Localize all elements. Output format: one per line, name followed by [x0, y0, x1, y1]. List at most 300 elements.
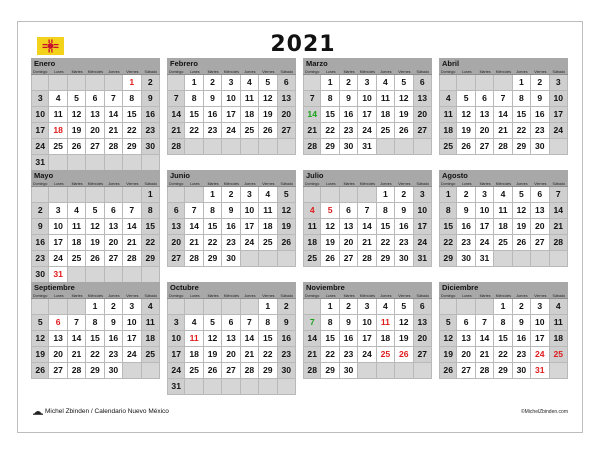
- day-cell: 28: [494, 139, 512, 155]
- empty-cell: [31, 75, 49, 91]
- day-cell: 1: [86, 299, 104, 315]
- weekday-label: Miércoles: [359, 70, 376, 74]
- day-cell: 15: [377, 219, 395, 235]
- day-cell: 4: [550, 299, 568, 315]
- day-cell: 28: [167, 139, 185, 155]
- day-cell: 28: [105, 139, 123, 155]
- empty-cell: [86, 267, 104, 283]
- day-cell: 1: [321, 299, 339, 315]
- weekday-label: Domingo: [441, 70, 456, 74]
- day-cell: 27: [167, 251, 185, 267]
- empty-cell: [123, 187, 141, 203]
- day-cell: 30: [222, 251, 240, 267]
- day-cell: 1: [321, 75, 339, 91]
- day-cell: 11: [439, 107, 457, 123]
- day-cell: 17: [31, 123, 49, 139]
- day-cell: 27: [278, 123, 296, 139]
- empty-cell: [68, 267, 86, 283]
- day-cell: 14: [185, 219, 203, 235]
- weekday-label: Martes: [343, 182, 355, 186]
- weekday-label: Jueves: [108, 70, 120, 74]
- day-cell: 21: [123, 235, 141, 251]
- day-cell: 14: [167, 107, 185, 123]
- weekday-label: Miércoles: [87, 70, 104, 74]
- day-cell: 19: [321, 235, 339, 251]
- day-cell: 24: [241, 235, 259, 251]
- day-cell: 11: [377, 315, 395, 331]
- day-cell: 22: [86, 347, 104, 363]
- day-cell: 20: [105, 235, 123, 251]
- day-cell: 13: [340, 219, 358, 235]
- day-cell: 7: [303, 91, 321, 107]
- day-cell: 29: [494, 363, 512, 379]
- day-cell: 17: [241, 219, 259, 235]
- day-cell: 14: [123, 219, 141, 235]
- day-cell: 13: [86, 107, 104, 123]
- day-cell: 20: [222, 347, 240, 363]
- day-cell: 22: [513, 123, 531, 139]
- empty-cell: [68, 299, 86, 315]
- day-cell: 22: [142, 235, 160, 251]
- day-cell: 27: [414, 123, 432, 139]
- day-grid: [167, 299, 296, 395]
- weekday-label: Miércoles: [495, 182, 512, 186]
- day-cell: 19: [439, 347, 457, 363]
- day-cell: 16: [340, 107, 358, 123]
- day-cell: 12: [278, 203, 296, 219]
- day-cell: 2: [395, 187, 413, 203]
- day-cell: 26: [259, 123, 277, 139]
- empty-cell: [395, 139, 413, 155]
- day-cell: 30: [531, 139, 549, 155]
- weekday-label: Viernes: [398, 294, 411, 298]
- month-abril: [439, 58, 568, 155]
- day-cell: 28: [303, 139, 321, 155]
- day-cell: 17: [222, 107, 240, 123]
- day-cell: 20: [414, 331, 432, 347]
- day-cell: 18: [377, 107, 395, 123]
- day-cell: 21: [476, 347, 494, 363]
- day-cell: 23: [31, 251, 49, 267]
- day-cell: 11: [185, 331, 203, 347]
- day-cell: 5: [321, 203, 339, 219]
- empty-cell: [185, 379, 203, 395]
- day-cell: 15: [185, 107, 203, 123]
- day-cell: 3: [476, 187, 494, 203]
- day-cell: 23: [278, 347, 296, 363]
- day-cell: 4: [259, 187, 277, 203]
- day-cell: 2: [278, 299, 296, 315]
- empty-cell: [185, 187, 203, 203]
- weekday-label: Sábado: [416, 294, 429, 298]
- empty-cell: [142, 267, 160, 283]
- empty-cell: [303, 75, 321, 91]
- empty-cell: [204, 139, 222, 155]
- weekday-label: Viernes: [534, 294, 547, 298]
- day-cell: 15: [259, 331, 277, 347]
- weekday-label: Martes: [207, 70, 219, 74]
- day-cell: 11: [142, 315, 160, 331]
- day-grid: [167, 187, 296, 267]
- day-cell: 1: [185, 75, 203, 91]
- weekday-label: Martes: [343, 70, 355, 74]
- day-cell: 5: [259, 75, 277, 91]
- day-cell: 14: [68, 331, 86, 347]
- weekday-label: Lunes: [461, 294, 472, 298]
- day-cell: 18: [494, 219, 512, 235]
- month-title: Febrero: [167, 58, 296, 69]
- day-cell: 11: [68, 219, 86, 235]
- day-cell: 23: [222, 235, 240, 251]
- day-cell: 14: [105, 107, 123, 123]
- weekday-label: Viernes: [262, 70, 275, 74]
- day-cell: 30: [340, 139, 358, 155]
- empty-cell: [494, 75, 512, 91]
- day-grid: [303, 75, 432, 155]
- day-cell: 4: [241, 75, 259, 91]
- day-cell: 30: [513, 363, 531, 379]
- day-cell: 22: [123, 123, 141, 139]
- empty-cell: [476, 75, 494, 91]
- day-cell: 14: [303, 331, 321, 347]
- month-title: Enero: [31, 58, 160, 69]
- month-marzo: [303, 58, 432, 155]
- weekday-label: Domingo: [305, 70, 320, 74]
- day-cell: 26: [321, 251, 339, 267]
- day-grid: [167, 75, 296, 155]
- day-cell: 27: [531, 235, 549, 251]
- day-cell: 20: [167, 235, 185, 251]
- day-cell: 2: [513, 299, 531, 315]
- day-cell: 25: [68, 251, 86, 267]
- day-cell: 6: [340, 203, 358, 219]
- weekday-label: Martes: [71, 182, 83, 186]
- day-cell: 22: [321, 123, 339, 139]
- weekday-label: Miércoles: [223, 70, 240, 74]
- day-cell: 15: [142, 219, 160, 235]
- day-cell: 18: [241, 107, 259, 123]
- month-title: Marzo: [303, 58, 432, 69]
- empty-cell: [321, 187, 339, 203]
- empty-cell: [49, 155, 67, 171]
- hat-logo-icon: [33, 409, 43, 415]
- day-cell: 18: [142, 331, 160, 347]
- day-cell: 16: [340, 331, 358, 347]
- day-cell: 13: [105, 219, 123, 235]
- empty-cell: [167, 187, 185, 203]
- day-cell: 9: [395, 203, 413, 219]
- day-cell: 5: [439, 315, 457, 331]
- day-cell: 10: [241, 203, 259, 219]
- day-cell: 7: [303, 315, 321, 331]
- empty-cell: [278, 139, 296, 155]
- day-cell: 27: [457, 363, 475, 379]
- empty-cell: [123, 363, 141, 379]
- empty-cell: [439, 75, 457, 91]
- day-cell: 6: [49, 315, 67, 331]
- day-cell: 24: [222, 123, 240, 139]
- empty-cell: [49, 75, 67, 91]
- empty-cell: [550, 139, 568, 155]
- weekday-label: Jueves: [380, 294, 392, 298]
- day-cell: 2: [222, 187, 240, 203]
- day-cell: 18: [68, 235, 86, 251]
- day-cell: 8: [377, 203, 395, 219]
- empty-cell: [105, 75, 123, 91]
- day-cell: 21: [550, 219, 568, 235]
- empty-cell: [142, 155, 160, 171]
- day-cell: 13: [457, 331, 475, 347]
- weekday-label: Sábado: [552, 182, 565, 186]
- weekday-label: Martes: [343, 294, 355, 298]
- day-cell: 8: [259, 315, 277, 331]
- day-cell: 24: [531, 347, 549, 363]
- day-cell: 10: [31, 107, 49, 123]
- empty-cell: [377, 363, 395, 379]
- day-cell: 15: [204, 219, 222, 235]
- month-title: Octubre: [167, 282, 296, 293]
- empty-cell: [303, 187, 321, 203]
- day-cell: 27: [86, 139, 104, 155]
- day-cell: 15: [321, 107, 339, 123]
- day-cell: 23: [531, 123, 549, 139]
- day-cell: 9: [278, 315, 296, 331]
- day-cell: 16: [142, 107, 160, 123]
- day-cell: 4: [439, 91, 457, 107]
- day-cell: 9: [31, 219, 49, 235]
- day-cell: 23: [204, 123, 222, 139]
- day-cell: 24: [476, 235, 494, 251]
- weekday-label: Miércoles: [223, 294, 240, 298]
- day-cell: 11: [303, 219, 321, 235]
- weekday-label: Lunes: [325, 294, 336, 298]
- day-cell: 20: [49, 347, 67, 363]
- day-cell: 8: [321, 91, 339, 107]
- day-cell: 6: [457, 315, 475, 331]
- day-grid: [439, 187, 568, 267]
- weekday-label: Martes: [207, 294, 219, 298]
- day-cell: 24: [49, 251, 67, 267]
- empty-cell: [439, 299, 457, 315]
- day-cell: 24: [167, 363, 185, 379]
- day-cell: 22: [439, 235, 457, 251]
- empty-cell: [222, 379, 240, 395]
- empty-cell: [185, 299, 203, 315]
- calendar-page: [17, 21, 583, 433]
- day-cell: 22: [259, 347, 277, 363]
- weekday-label: Lunes: [189, 294, 200, 298]
- weekday-label: Miércoles: [223, 182, 240, 186]
- day-cell: 29: [204, 251, 222, 267]
- day-cell: 10: [531, 315, 549, 331]
- weekday-label: Domingo: [33, 182, 48, 186]
- day-cell: 17: [550, 107, 568, 123]
- empty-cell: [241, 379, 259, 395]
- day-cell: 31: [31, 155, 49, 171]
- day-cell: 20: [476, 123, 494, 139]
- day-cell: 19: [278, 219, 296, 235]
- day-cell: 27: [476, 139, 494, 155]
- empty-cell: [278, 251, 296, 267]
- day-cell: 21: [68, 347, 86, 363]
- month-enero: [31, 58, 160, 171]
- day-cell: 27: [222, 363, 240, 379]
- day-cell: 7: [105, 91, 123, 107]
- day-cell: 16: [278, 331, 296, 347]
- empty-cell: [457, 75, 475, 91]
- day-cell: 25: [142, 347, 160, 363]
- day-cell: 8: [123, 91, 141, 107]
- day-cell: 7: [494, 91, 512, 107]
- day-cell: 9: [457, 203, 475, 219]
- weekday-label: Miércoles: [359, 294, 376, 298]
- weekday-label: Jueves: [516, 182, 528, 186]
- empty-cell: [241, 251, 259, 267]
- day-cell: 6: [414, 75, 432, 91]
- day-cell: 12: [395, 315, 413, 331]
- day-cell: 15: [513, 107, 531, 123]
- day-cell: 28: [241, 363, 259, 379]
- new-mexico-flag-icon: [37, 37, 64, 55]
- empty-cell: [358, 187, 376, 203]
- weekday-label: Miércoles: [495, 294, 512, 298]
- weekday-label: Sábado: [280, 70, 293, 74]
- day-cell: 6: [414, 299, 432, 315]
- day-cell: 18: [303, 235, 321, 251]
- day-cell: 17: [531, 331, 549, 347]
- month-title: Abril: [439, 58, 568, 69]
- day-cell: 27: [49, 363, 67, 379]
- day-cell: 15: [123, 107, 141, 123]
- day-cell: 7: [68, 315, 86, 331]
- weekday-label: Viernes: [126, 294, 139, 298]
- day-cell: 31: [358, 139, 376, 155]
- day-cell: 25: [377, 123, 395, 139]
- empty-cell: [494, 251, 512, 267]
- day-cell: 19: [86, 235, 104, 251]
- day-cell: 28: [358, 251, 376, 267]
- day-cell: 3: [241, 187, 259, 203]
- day-cell: 6: [531, 187, 549, 203]
- day-cell: 30: [457, 251, 475, 267]
- day-cell: 28: [123, 251, 141, 267]
- weekday-label: Jueves: [380, 182, 392, 186]
- month-julio: [303, 170, 432, 267]
- empty-cell: [241, 139, 259, 155]
- day-cell: 30: [142, 139, 160, 155]
- day-cell: 10: [222, 91, 240, 107]
- day-cell: 31: [49, 267, 67, 283]
- day-cell: 20: [531, 219, 549, 235]
- day-cell: 10: [476, 203, 494, 219]
- day-grid: [303, 187, 432, 267]
- day-cell: 12: [259, 91, 277, 107]
- empty-cell: [31, 187, 49, 203]
- day-cell: 12: [31, 331, 49, 347]
- weekday-label: Lunes: [189, 182, 200, 186]
- day-cell: 17: [414, 219, 432, 235]
- weekday-label: Sábado: [144, 182, 157, 186]
- day-cell: 29: [123, 139, 141, 155]
- day-cell: 12: [204, 331, 222, 347]
- day-cell: 8: [204, 203, 222, 219]
- day-cell: 19: [204, 347, 222, 363]
- empty-cell: [105, 155, 123, 171]
- day-cell: 15: [439, 219, 457, 235]
- month-febrero: [167, 58, 296, 155]
- empty-cell: [457, 299, 475, 315]
- day-cell: 16: [31, 235, 49, 251]
- footer-website: ©MichelZbinden.com: [520, 409, 568, 415]
- empty-cell: [49, 299, 67, 315]
- day-cell: 19: [513, 219, 531, 235]
- weekday-label: Martes: [479, 70, 491, 74]
- weekday-label: Viernes: [534, 70, 547, 74]
- day-cell: 16: [222, 219, 240, 235]
- day-cell: 17: [358, 331, 376, 347]
- day-cell: 22: [204, 235, 222, 251]
- day-cell: 14: [241, 331, 259, 347]
- day-cell: 26: [204, 363, 222, 379]
- weekday-label: Miércoles: [87, 294, 104, 298]
- empty-cell: [222, 299, 240, 315]
- day-cell: 3: [414, 187, 432, 203]
- day-cell: 1: [494, 299, 512, 315]
- day-cell: 11: [241, 91, 259, 107]
- day-cell: 19: [259, 107, 277, 123]
- day-cell: 14: [476, 331, 494, 347]
- day-cell: 21: [241, 347, 259, 363]
- day-cell: 29: [321, 363, 339, 379]
- day-cell: 11: [550, 315, 568, 331]
- day-cell: 2: [105, 299, 123, 315]
- day-cell: 4: [142, 299, 160, 315]
- weekday-label: Domingo: [169, 294, 184, 298]
- day-cell: 20: [457, 347, 475, 363]
- day-cell: 8: [513, 91, 531, 107]
- day-cell: 4: [377, 75, 395, 91]
- empty-cell: [358, 363, 376, 379]
- day-cell: 5: [31, 315, 49, 331]
- month-title: Septiembre: [31, 282, 160, 293]
- day-cell: 26: [457, 139, 475, 155]
- month-diciembre: [439, 282, 568, 379]
- day-cell: 28: [185, 251, 203, 267]
- day-cell: 16: [395, 219, 413, 235]
- day-cell: 27: [105, 251, 123, 267]
- month-noviembre: [303, 282, 432, 379]
- weekday-label: Sábado: [280, 294, 293, 298]
- day-cell: 29: [86, 363, 104, 379]
- day-cell: 28: [303, 363, 321, 379]
- weekday-label: Jueves: [244, 294, 256, 298]
- weekday-label: Martes: [71, 70, 83, 74]
- day-cell: 30: [278, 363, 296, 379]
- day-cell: 9: [340, 315, 358, 331]
- day-cell: 16: [531, 107, 549, 123]
- day-grid: [303, 299, 432, 379]
- weekday-label: Sábado: [280, 182, 293, 186]
- day-cell: 18: [49, 123, 67, 139]
- day-cell: 13: [476, 107, 494, 123]
- empty-cell: [513, 251, 531, 267]
- empty-cell: [167, 299, 185, 315]
- day-cell: 6: [167, 203, 185, 219]
- day-grid: [31, 299, 160, 379]
- day-cell: 21: [185, 235, 203, 251]
- day-cell: 29: [377, 251, 395, 267]
- day-cell: 25: [185, 363, 203, 379]
